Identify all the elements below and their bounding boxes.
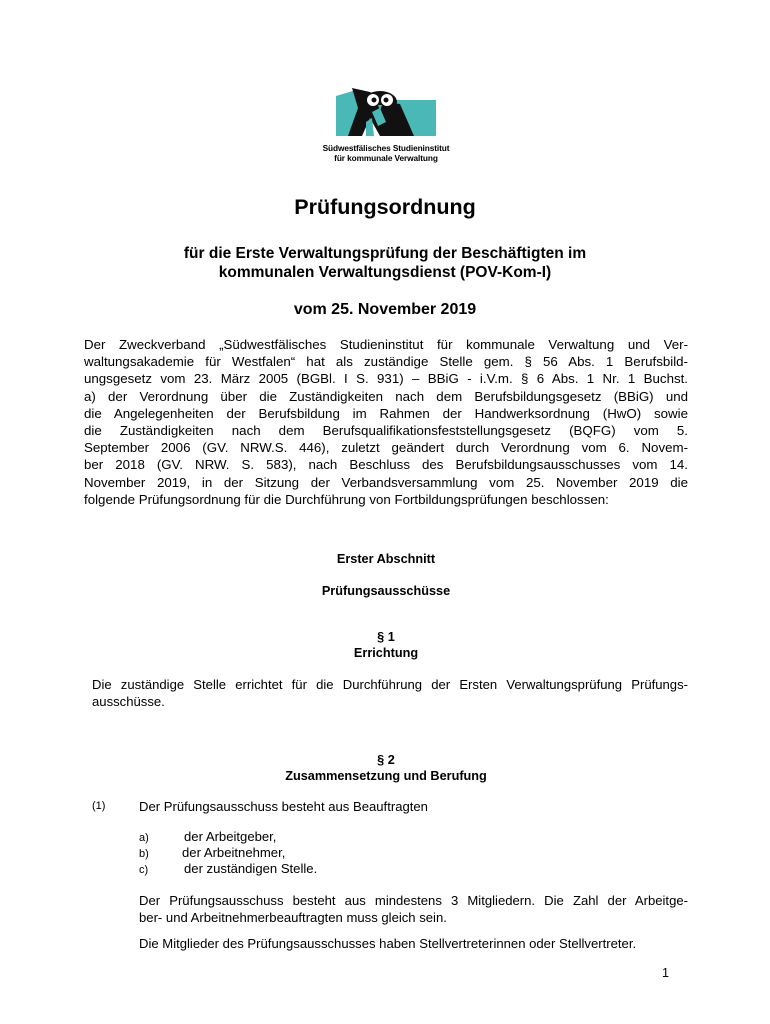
- page-number: 1: [662, 966, 670, 980]
- paragraph-2-text-2-line: Der Prüfungsausschuss besteht aus mindestens 3 Mitgliedern. Die Zahl der Arbeitge-: [139, 893, 688, 908]
- paragraph-1-number: § 1: [377, 630, 395, 644]
- subtitle-line-2: kommunalen Verwaltungsdienst (POV-Kom-I): [218, 264, 552, 281]
- logo-caption-line1: Südwestfälisches Studieninstitut: [322, 143, 450, 153]
- paragraph-1-line: ausschüsse.: [92, 694, 165, 709]
- preamble-line: die Angelegenheiten der Berufsbildung im Rahmen der Handwerksordnung (HwO) sowie: [84, 405, 688, 421]
- paragraph-2-item-number: (1): [92, 800, 106, 812]
- list-letter-a: a): [139, 832, 149, 844]
- paragraph-2-title: Zusammensetzung und Berufung: [285, 769, 487, 783]
- subtitle-line-1: für die Erste Verwaltungsprüfung der Beschäftigten im: [183, 245, 587, 262]
- document-date: vom 25. November 2019: [293, 301, 477, 318]
- logo-caption: [296, 143, 476, 163]
- list-item-a: der Arbeitgeber,: [184, 829, 277, 844]
- paragraph-2-text-2-line: ber- und Arbeitnehmerbeauftragten muss gleich sein.: [139, 910, 447, 925]
- preamble-line: Der Zweckverband „Südwestfälisches Studieninstitut für kommunale Verwaltung und Ver-: [84, 337, 688, 352]
- logo-caption-line2: für kommunale Verwaltung: [334, 153, 438, 163]
- preamble-line: November 2019, in der Sitzung der Verbandsversammlung vom 25. November 2019 die: [84, 474, 688, 490]
- paragraph-1-line: Die zuständige Stelle errichtet für die Durchführung der Ersten Verwaltungsprüfung Prüfungs-: [92, 677, 688, 692]
- preamble-line: folgende Prüfungsordnung für die Durchführung von Fortbildungsprüfungen beschlossen:: [84, 491, 609, 507]
- list-item-c: der zuständigen Stelle.: [184, 861, 318, 876]
- preamble-line: September 2006 (GV. NRW.S. 446), zuletzt geändert durch Verordnung vom 6. Novem-: [84, 440, 688, 456]
- paragraph-1-title: Errichtung: [353, 646, 419, 660]
- paragraph-2-text-3: Die Mitglieder des Prüfungsausschusses haben Stellvertreterinnen oder Stellvertreter.: [139, 936, 637, 951]
- document-title: Prüfungsordnung: [294, 195, 476, 219]
- list-letter-c: c): [139, 864, 149, 876]
- paragraph-2-intro: Der Prüfungsausschuss besteht aus Beauftragten: [139, 799, 428, 814]
- paragraph-2-text-2: [139, 892, 688, 926]
- paragraph-1-text: [92, 676, 688, 710]
- list-item-b: der Arbeitnehmer,: [182, 845, 286, 860]
- preamble-line: ungsgesetz vom 23. März 2005 (BGBl. I S. 931) – BBiG - i.V.m. § 6 Abs. 1 Nr. 1 Buchst.: [84, 371, 688, 387]
- preamble-line: die Zuständigkeiten nach dem Berufsqualifikationsfeststellungsgesetz (BQFG) vom 5.: [84, 423, 688, 439]
- paragraph-2-number: § 2: [377, 753, 395, 767]
- preamble-line: ber 2018 (GV. NRW. S. 583), nach Beschluss des Berufsbildungsausschusses vom 14.: [84, 457, 688, 473]
- section-subtitle: Prüfungsausschüsse: [321, 584, 451, 598]
- preamble-line: a) der Verordnung über die Zuständigkeiten nach dem Berufsbildungsgesetz (BBiG) und: [84, 388, 688, 404]
- list-letter-b: b): [139, 848, 149, 860]
- document-subtitle: [0, 244, 770, 282]
- preamble-line: waltungsakademie für Westfalen“ hat als zuständige Stelle gem. § 56 Abs. 1 Berufsbild-: [84, 354, 688, 370]
- section-title: Erster Abschnitt: [336, 552, 436, 566]
- preamble-paragraph: [84, 336, 688, 508]
